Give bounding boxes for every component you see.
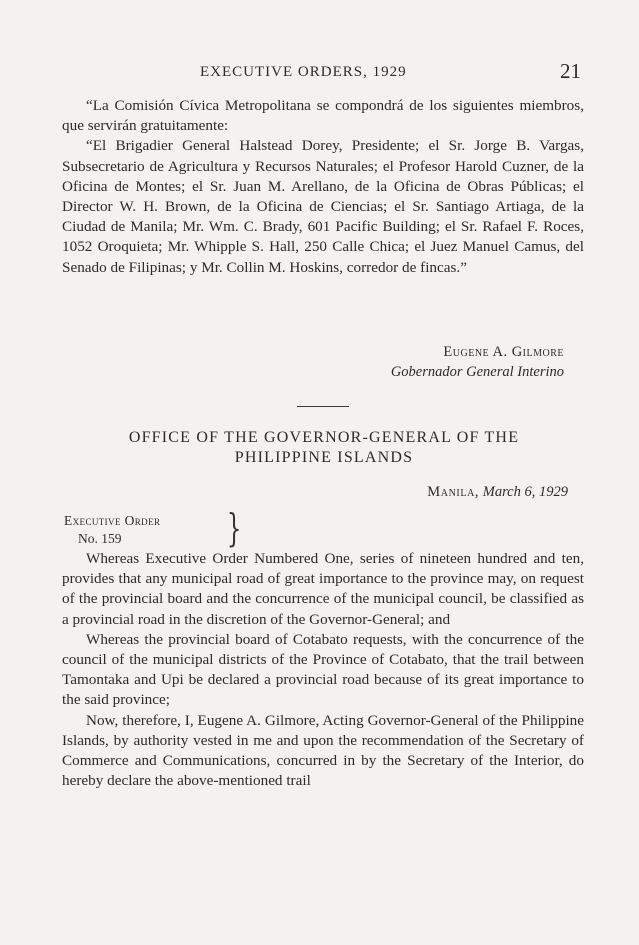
order-label: Executive Order xyxy=(64,513,161,528)
paragraph: Whereas Executive Order Numbered One, series of nineteen hundred and ten, provides that any municipal road of great importance to the province may, on request of the provincial board and the concurrence of the municipal council, be classified as a provincial road in the discretion of the Governor-General; and xyxy=(62,550,584,628)
signature-name: Eugene A. Gilmore xyxy=(443,344,564,360)
dateline-date: March 6, 1929 xyxy=(482,484,568,500)
dateline-place: Manila, xyxy=(427,484,480,500)
brace-glyph: } xyxy=(226,506,242,550)
running-header: EXECUTIVE ORDERS, 1929 xyxy=(200,64,407,80)
paragraph: Now, therefore, I, Eugene A. Gilmore, Acting Governor-General of the Philippine Islands, by authority vested in me and upon the recommendation of the Secretary of Commerce and Communications, concurred in by the Secretary of the Interior, do hereby declare the above-mentioned trail xyxy=(62,711,584,790)
office-heading xyxy=(62,428,586,468)
office-heading-line: PHILIPPINE ISLANDS xyxy=(234,449,414,466)
section-divider xyxy=(297,406,349,407)
paragraph: “La Comisión Cívica Metropolitana se compondrá de los siguientes miembros, que servirán gratuitamente: xyxy=(62,97,584,135)
order-body xyxy=(62,549,584,791)
paragraph: “El Brigadier General Halstead Dorey, Presidente; el Sr. Jorge B. Vargas, Subsecretario de Agricultura y Recursos Naturales; el Profesor Harold Cuzner, de la Oficina de Montes; el Sr. Juan M. Arellano, de la Oficina de Obras Públicas; el Director W. H. Brown, de la Oficina de Ciencias; el Sr. Santiago Artiaga, de la Ciudad de Manila; Mr. Wm. C. Brady, 601 Pacific Building; el Sr. Rafael F. Roces, 1052 Oroquieta; Mr. Whipple S. Hall, 250 Calle Chica; el Juez Manuel Camus, del Senado de Filipinas; y Mr. Collin M. Hoskins, corredor de fincas.” xyxy=(62,137,584,276)
office-heading-line: OFFICE OF THE GOVERNOR-GENERAL OF THE xyxy=(128,429,520,446)
page-number: 21 xyxy=(560,59,581,83)
order-number: No. 159 xyxy=(78,531,122,546)
executive-order-label xyxy=(64,512,160,548)
paragraph: Whereas the provincial board of Cotabato requests, with the concurrence of the council of the municipal districts of the Province of Cotabato, that the trail between Tamontaka and Upi be declared a provincial road because of its great importance to the said province; xyxy=(62,630,584,709)
spanish-excerpt xyxy=(62,96,584,278)
signature-title: Gobernador General Interino xyxy=(390,364,564,380)
dateline xyxy=(62,484,568,501)
